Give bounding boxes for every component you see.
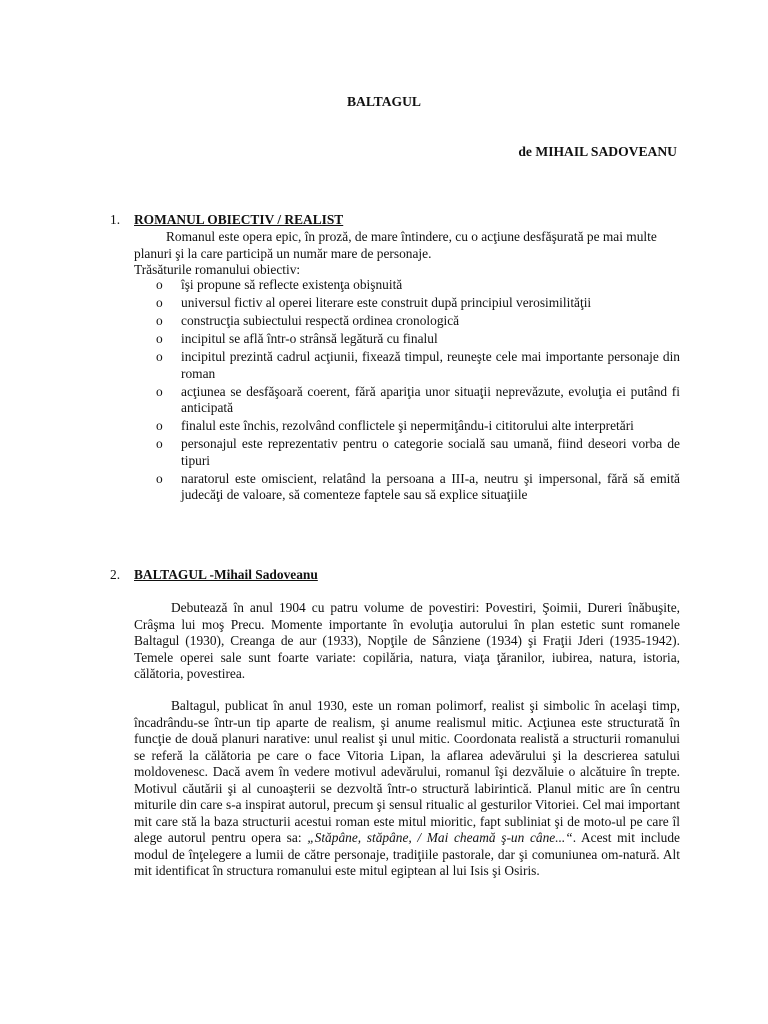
list-item bbox=[134, 384, 680, 417]
section-1-heading: ROMANUL OBIECTIV / REALIST bbox=[134, 212, 344, 227]
list-item-text: finalul este închis, rezolvând conflictele şi nepermiţându-i cititorului alte interpretări bbox=[181, 418, 634, 433]
traits-list bbox=[134, 277, 680, 505]
traits-label: Trăsăturile romanului obiectiv: bbox=[134, 262, 301, 277]
list-item-text: incipitul prezintă cadrul acţiunii, fixează timpul, reuneşte cele mai importante personaje din roman bbox=[181, 349, 680, 381]
bullet-marker: o bbox=[156, 383, 163, 399]
bullet-marker: o bbox=[156, 277, 163, 292]
document-title: BALTAGUL bbox=[346, 94, 422, 109]
list-item-text: personajul este reprezentativ pentru o categorie socială sau umană, fiind deseori vorba de tipuri bbox=[181, 436, 680, 468]
list-item bbox=[134, 331, 680, 348]
bullet-marker: o bbox=[156, 313, 163, 328]
list-item-text: construcţia subiectului respectă ordinea cronologică bbox=[181, 313, 460, 328]
list-item-text: acţiunea se desfăşoară coerent, fără apariţia unor situaţii neprevăzute, evoluţia ei putând fi anticipată bbox=[181, 383, 680, 415]
list-item-text: universul fictiv al operei literare este construit după principiul verosimilităţii bbox=[181, 295, 592, 310]
bullet-marker: o bbox=[156, 349, 163, 364]
bullet-marker: o bbox=[156, 331, 163, 346]
list-item-text: incipitul se află într-o strânsă legătură cu finalul bbox=[181, 331, 438, 346]
section-1-intro bbox=[134, 229, 680, 279]
list-item-text: îşi propune să reflecte existenţa obişnuită bbox=[181, 277, 403, 292]
list-item bbox=[134, 277, 680, 294]
bullet-marker: o bbox=[156, 295, 163, 310]
bullet-marker: o bbox=[156, 470, 163, 486]
list-item bbox=[134, 418, 680, 435]
section-2-number: 2. bbox=[110, 567, 121, 582]
paragraph-baltagul bbox=[134, 698, 680, 880]
list-item bbox=[134, 471, 680, 504]
list-item bbox=[134, 313, 680, 330]
bullet-marker: o bbox=[156, 436, 163, 451]
section-2-heading: BALTAGUL -Mihail Sadoveanu bbox=[134, 567, 318, 582]
section-1-number: 1. bbox=[110, 212, 121, 227]
list-item bbox=[134, 295, 680, 312]
list-item bbox=[134, 436, 680, 469]
document-author: de MIHAIL SADOVEANU bbox=[518, 144, 677, 159]
paragraph-text: Baltagul, publicat în anul 1930, este un roman polimorf, realist şi simbolic în acelaşi timp, încadrându-se într-un tip aparte de realism, şi anume realismul mitic. Acţiunea este structurată în funcţie de două planuri narative: unul realist şi unul mitic. Coordonata realistă a structurii romanului se referă la călătoria pe care o face Vitoria Lipan, la aflarea adevărului şi la descrierea satului moldovenesc. Dacă avem în vedere motivul adevărului, romanul îşi dezvăluie o alcătuire în trepte. Motivul căutării şi al cunoaşterii se dezvoltă într-o structură labirintică. Planul mitic are în centru miturile din care s-a inspirat autorul, precum şi sensul ritualic al gesturilor Vitoriei. Cel mai important mit care stă la baza structurii acestui roman este mitul mioritic, fapt subliniat şi de moto-ul pe care îl alege autorul pentru opera sa: bbox=[134, 698, 680, 845]
list-item bbox=[134, 349, 680, 382]
paragraph-debut: Debutează în anul 1904 cu patru volume de povestiri: Povestiri, Şoimii, Dureri înăbuşite, Crâşma lui moş Precu. Momente importante în evoluţia autorului în plan estetic sunt romanele Baltagul (1930), Creanga de aur (1933), Nopţile de Sânziene (1934) şi Fraţii Jderi (1935-1942). Temele operei sale sunt foarte variate: copilăria, natura, viaţa ţăranilor, iubirea, natura, istoria, călătoria, povestirea. bbox=[134, 600, 680, 681]
bullet-marker: o bbox=[156, 418, 163, 433]
list-item-text: naratorul este omiscient, relatând la persoana a III-a, neutru şi impersonal, fără să emită judecăţi de valoare, să comenteze faptele sau să explice situaţiile bbox=[181, 470, 680, 502]
motto-quote: „Stăpâne, stăpâne, / Mai cheamă ş-un câne...“ bbox=[307, 830, 573, 845]
paragraph-text: . Acest mit include modul de înţelegere a lumii de către personaje, tradiţiile pastorale, dar şi comuniunea om-natură. Alt mit identificat în structura romanului este mitul egiptean al lui Isis şi Osiris. bbox=[134, 830, 680, 878]
section-1-intro-text: Romanul este opera epic, în proză, de mare întindere, cu o acţiune desfăşurată pe mai multe planuri şi la care participă un număr mare de personaje. bbox=[134, 229, 657, 261]
